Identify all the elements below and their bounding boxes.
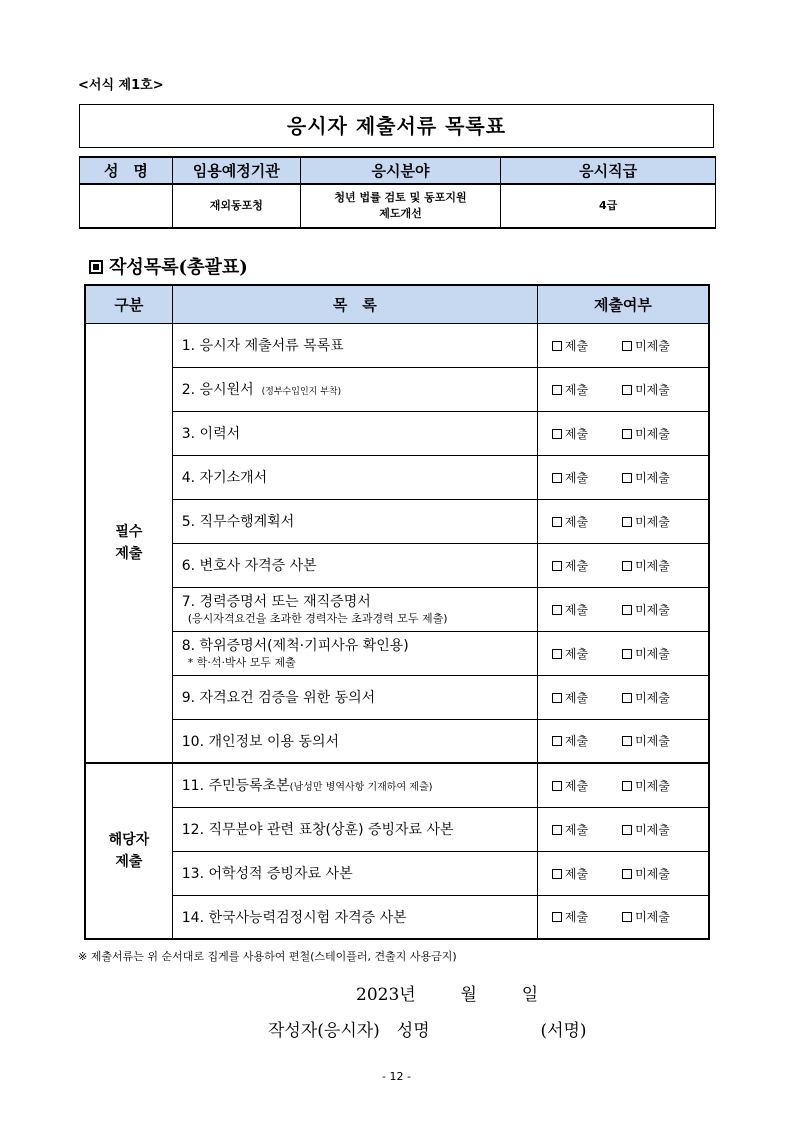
option-submitted-label: 제출 bbox=[564, 778, 589, 793]
category-applicable-line1: 해당자 bbox=[108, 832, 150, 848]
value-field bbox=[300, 184, 501, 228]
table-row bbox=[85, 323, 709, 367]
option-submitted-label: 제출 bbox=[564, 866, 589, 881]
option-not-submitted-label: 미제출 bbox=[635, 646, 670, 661]
list-item-text: 11. 주민등록초본 bbox=[181, 778, 290, 795]
table-row bbox=[85, 455, 709, 499]
option-not-submitted-label: 미제출 bbox=[635, 338, 670, 353]
table-row bbox=[85, 851, 709, 895]
section-title bbox=[89, 253, 248, 279]
checkbox-submitted[interactable] bbox=[552, 912, 562, 922]
submit-check bbox=[537, 895, 709, 939]
list-item: 6. 변호사 자격증 사본 bbox=[172, 543, 537, 587]
date-month: 월 bbox=[460, 985, 477, 1005]
submit-check bbox=[537, 455, 709, 499]
signature-label: 작성자(응시자) 성명 bbox=[268, 1021, 430, 1041]
submit-check bbox=[537, 675, 709, 719]
table-row bbox=[85, 367, 709, 411]
section-title-text: 작성목록(총괄표) bbox=[109, 257, 248, 278]
checkbox-submitted[interactable] bbox=[552, 605, 562, 615]
option-not-submitted-label: 미제출 bbox=[635, 866, 670, 881]
option-submitted-label: 제출 bbox=[564, 338, 589, 353]
signature-line bbox=[268, 1016, 587, 1041]
submit-check bbox=[537, 851, 709, 895]
option-not-submitted-label: 미제출 bbox=[635, 778, 670, 793]
option-submitted-label: 제출 bbox=[564, 558, 589, 573]
category-required-line1: 필수 bbox=[115, 523, 143, 540]
value-field-line1: 청년 법률 검토 및 동포지원 bbox=[334, 191, 467, 204]
list-item bbox=[172, 367, 537, 411]
table-row bbox=[85, 587, 709, 631]
header-items: 목 록 bbox=[172, 285, 537, 323]
option-not-submitted-label: 미제출 bbox=[635, 910, 670, 925]
submit-check bbox=[537, 543, 709, 587]
header-name: 성 명 bbox=[80, 157, 173, 184]
option-not-submitted-label: 미제출 bbox=[635, 426, 670, 441]
list-item: 1. 응시자 제출서류 목록표 bbox=[172, 323, 537, 367]
submit-check bbox=[537, 807, 709, 851]
document-title: 응시자 제출서류 목록표 bbox=[79, 104, 714, 148]
submit-check bbox=[537, 719, 709, 763]
applicant-info-table bbox=[79, 156, 716, 229]
list-item: 10. 개인정보 이용 동의서 bbox=[172, 719, 537, 763]
option-submitted-label: 제출 bbox=[564, 910, 589, 925]
value-agency: 재외동포청 bbox=[172, 184, 300, 228]
date-day: 일 bbox=[521, 985, 539, 1005]
list-item: 5. 직무수행계획서 bbox=[172, 499, 537, 543]
form-number: <서식 제1호> bbox=[78, 78, 164, 93]
list-item: 3. 이력서 bbox=[172, 411, 537, 455]
table-row bbox=[85, 807, 709, 851]
value-grade: 4급 bbox=[501, 184, 716, 228]
checkbox-not-submitted[interactable] bbox=[622, 781, 632, 791]
table-row bbox=[85, 763, 709, 807]
option-submitted-label: 제출 bbox=[564, 734, 589, 749]
checkbox-submitted[interactable] bbox=[552, 385, 562, 395]
option-submitted-label: 제출 bbox=[564, 602, 589, 617]
checkbox-submitted[interactable] bbox=[552, 561, 562, 571]
table-row bbox=[85, 499, 709, 543]
table-row bbox=[85, 543, 709, 587]
list-item-note: (남성만 병역사항 기재하여 제출) bbox=[289, 782, 433, 794]
table-row bbox=[85, 895, 709, 939]
checkbox-submitted[interactable] bbox=[552, 473, 562, 483]
submit-check bbox=[537, 411, 709, 455]
list-item bbox=[172, 763, 537, 807]
option-submitted-label: 제출 bbox=[564, 690, 589, 705]
date-year: 2023년 bbox=[356, 985, 416, 1005]
checkbox-submitted[interactable] bbox=[552, 693, 562, 703]
date-line bbox=[356, 980, 538, 1005]
submit-check bbox=[537, 499, 709, 543]
category-required-line2: 제출 bbox=[115, 545, 143, 562]
checkbox-submitted[interactable] bbox=[552, 869, 562, 879]
checkbox-submitted[interactable] bbox=[552, 649, 562, 659]
submit-check bbox=[537, 763, 709, 807]
table-row bbox=[85, 411, 709, 455]
checkbox-not-submitted[interactable] bbox=[622, 429, 632, 439]
submit-check bbox=[537, 323, 709, 367]
option-not-submitted-label: 미제출 bbox=[635, 470, 670, 485]
option-not-submitted-label: 미제출 bbox=[635, 514, 670, 529]
header-category: 구분 bbox=[85, 285, 172, 323]
checkbox-not-submitted[interactable] bbox=[622, 912, 632, 922]
category-required bbox=[85, 323, 172, 763]
checkbox-not-submitted[interactable] bbox=[622, 869, 632, 879]
checkbox-not-submitted[interactable] bbox=[622, 341, 632, 351]
list-item bbox=[172, 631, 537, 675]
submit-check bbox=[537, 631, 709, 675]
header-agency: 임용예정기관 bbox=[172, 157, 300, 184]
option-not-submitted-label: 미제출 bbox=[635, 690, 670, 705]
option-submitted-label: 제출 bbox=[564, 822, 589, 837]
checkbox-submitted[interactable] bbox=[552, 736, 562, 746]
submit-check bbox=[537, 587, 709, 631]
option-submitted-label: 제출 bbox=[564, 514, 589, 529]
value-name bbox=[80, 184, 173, 228]
submit-check bbox=[537, 367, 709, 411]
document-list-table bbox=[84, 284, 710, 940]
signature-mark: (서명) bbox=[540, 1021, 587, 1041]
binding-note: ※ 제출서류는 위 순서대로 집게를 사용하여 편철(스테이플러, 견출지 사용금지) bbox=[78, 950, 457, 963]
filled-square-icon bbox=[89, 260, 103, 274]
checkbox-submitted[interactable] bbox=[552, 825, 562, 835]
list-item-subnote: (응시자격요건을 초과한 경력자는 초과경력 모두 제출) bbox=[187, 612, 448, 625]
checkbox-not-submitted[interactable] bbox=[622, 736, 632, 746]
checkbox-not-submitted[interactable] bbox=[622, 693, 632, 703]
option-submitted-label: 제출 bbox=[564, 382, 589, 397]
option-not-submitted-label: 미제출 bbox=[635, 734, 670, 749]
list-item: 14. 한국사능력검정시험 자격증 사본 bbox=[172, 895, 537, 939]
checkbox-submitted[interactable] bbox=[552, 517, 562, 527]
checkbox-not-submitted[interactable] bbox=[622, 561, 632, 571]
value-field-line2: 제도개선 bbox=[379, 207, 422, 220]
option-not-submitted-label: 미제출 bbox=[635, 558, 670, 573]
list-item bbox=[172, 587, 537, 631]
header-submit: 제출여부 bbox=[537, 285, 709, 323]
header-grade: 응시직급 bbox=[501, 157, 716, 184]
page-number: - 12 - bbox=[382, 1070, 411, 1083]
table-row bbox=[85, 719, 709, 763]
checkbox-not-submitted[interactable] bbox=[622, 517, 632, 527]
list-item-subnote: * 학·석·박사 모두 제출 bbox=[187, 656, 296, 669]
option-submitted-label: 제출 bbox=[564, 426, 589, 441]
checkbox-not-submitted[interactable] bbox=[622, 385, 632, 395]
checkbox-not-submitted[interactable] bbox=[622, 825, 632, 835]
list-item-note: (정부수입인지 부착) bbox=[261, 387, 342, 397]
checkbox-submitted[interactable] bbox=[552, 781, 562, 791]
option-submitted-label: 제출 bbox=[564, 470, 589, 485]
checkbox-not-submitted[interactable] bbox=[622, 605, 632, 615]
checkbox-submitted[interactable] bbox=[552, 429, 562, 439]
checkbox-not-submitted[interactable] bbox=[622, 473, 632, 483]
option-not-submitted-label: 미제출 bbox=[635, 602, 670, 617]
list-item: 9. 자격요건 검증을 위한 동의서 bbox=[172, 675, 537, 719]
table-row bbox=[85, 675, 709, 719]
list-item-text: 8. 학위증명서(제척·기피사유 확인용) bbox=[181, 638, 409, 654]
list-item: 4. 자기소개서 bbox=[172, 455, 537, 499]
checkbox-submitted[interactable] bbox=[552, 341, 562, 351]
list-item: 12. 직무분야 관련 표창(상훈) 증빙자료 사본 bbox=[172, 807, 537, 851]
option-not-submitted-label: 미제출 bbox=[635, 382, 670, 397]
list-item-text: 7. 경력증명서 또는 재직증명서 bbox=[181, 594, 371, 610]
header-field: 응시분야 bbox=[300, 157, 501, 184]
option-not-submitted-label: 미제출 bbox=[635, 822, 670, 837]
list-item: 13. 어학성적 증빙자료 사본 bbox=[172, 851, 537, 895]
list-item-text: 2. 응시원서 bbox=[181, 382, 254, 398]
category-applicable-line2: 제출 bbox=[115, 854, 143, 870]
checkbox-not-submitted[interactable] bbox=[622, 649, 632, 659]
option-submitted-label: 제출 bbox=[564, 646, 589, 661]
table-row bbox=[85, 631, 709, 675]
category-applicable bbox=[85, 763, 172, 939]
